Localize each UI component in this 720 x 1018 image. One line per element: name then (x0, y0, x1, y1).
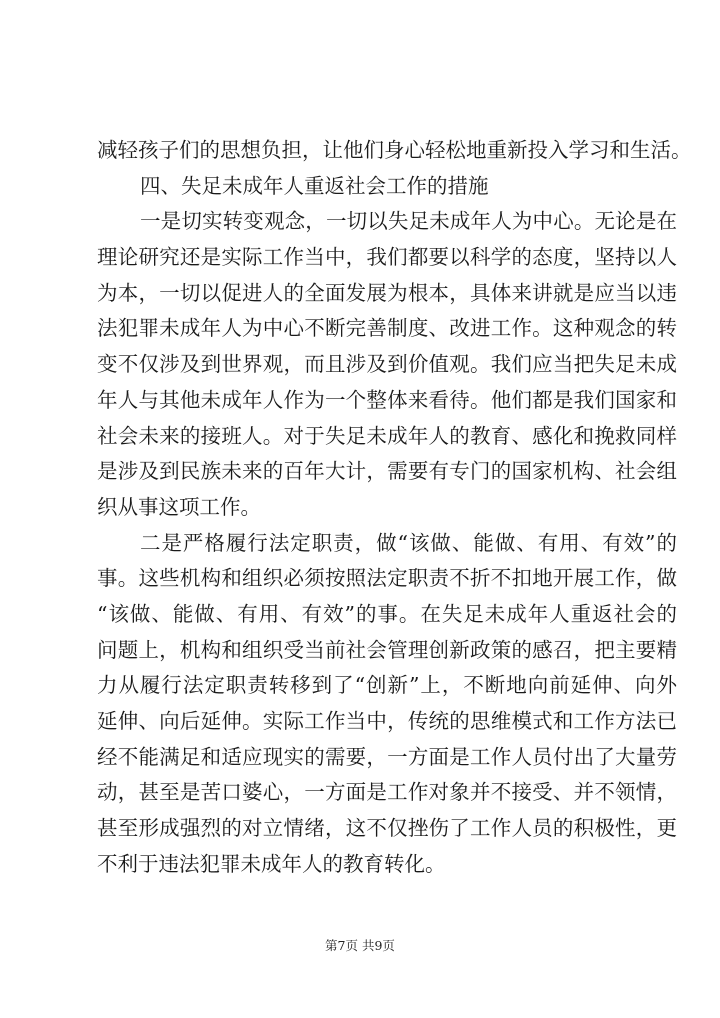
text-line: 法犯罪未成年人为中心不断完善制度、改进工作。这种观念的转 (97, 316, 677, 341)
text-line: 经不能满足和适应现实的需要，一方面是工作人员付出了大量劳 (97, 744, 677, 769)
text-line: 年人与其他未成年人作为一个整体来看待。他们都是我们国家和 (97, 387, 677, 412)
text-line: “该做、能做、有用、有效”的事。在失足未成年人重返社会的 (97, 601, 677, 626)
text-line: 减轻孩子们的思想负担，让他们身心轻松地重新投入学习和生活。 (97, 138, 692, 162)
text-line: 一是切实转变观念，一切以失足未成年人为中心。无论是在 (140, 209, 677, 234)
text-line: 变不仅涉及到世界观，而且涉及到价值观。我们应当把失足未成 (97, 352, 677, 377)
text-line: 问题上，机构和组织受当前社会管理创新政策的感召，把主要精 (97, 637, 677, 662)
text-line: 织从事这项工作。 (97, 494, 261, 519)
document-body (97, 133, 692, 882)
text-line: 事。这些机构和组织必须按照法定职责不折不扣地开展工作，做 (97, 566, 677, 591)
text-line: 社会未来的接班人。对于失足未成年人的教育、感化和挽救同样 (97, 423, 677, 448)
text-line: 是涉及到民族未来的百年大计，需要有专门的国家机构、社会组 (97, 459, 677, 484)
text-line: 为本，一切以促进人的全面发展为根本，具体来讲就是应当以违 (97, 280, 677, 305)
text-line: 甚至形成强烈的对立情绪，这不仅挫伤了工作人员的积极性，更 (97, 816, 677, 841)
text-line: 延伸、向后延伸。实际工作当中，传统的思维模式和工作方法已 (97, 709, 677, 733)
text-line: 动，甚至是苦口婆心，一方面是工作对象并不接受、并不领情， (97, 780, 677, 805)
section-heading: 四、失足未成年人重返社会工作的措施 (140, 173, 489, 198)
text-line: 理论研究还是实际工作当中，我们都要以科学的态度，坚持以人 (97, 245, 677, 270)
text-line: 力从履行法定职责转移到了“创新”上，不断地向前延伸、向外 (97, 673, 677, 698)
text-line: 二是严格履行法定职责，做“该做、能做、有用、有效”的 (140, 530, 677, 555)
text-line: 不利于违法犯罪未成年人的教育转化。 (97, 851, 446, 876)
page-number-footer: 第7页 共9页 (325, 938, 395, 953)
